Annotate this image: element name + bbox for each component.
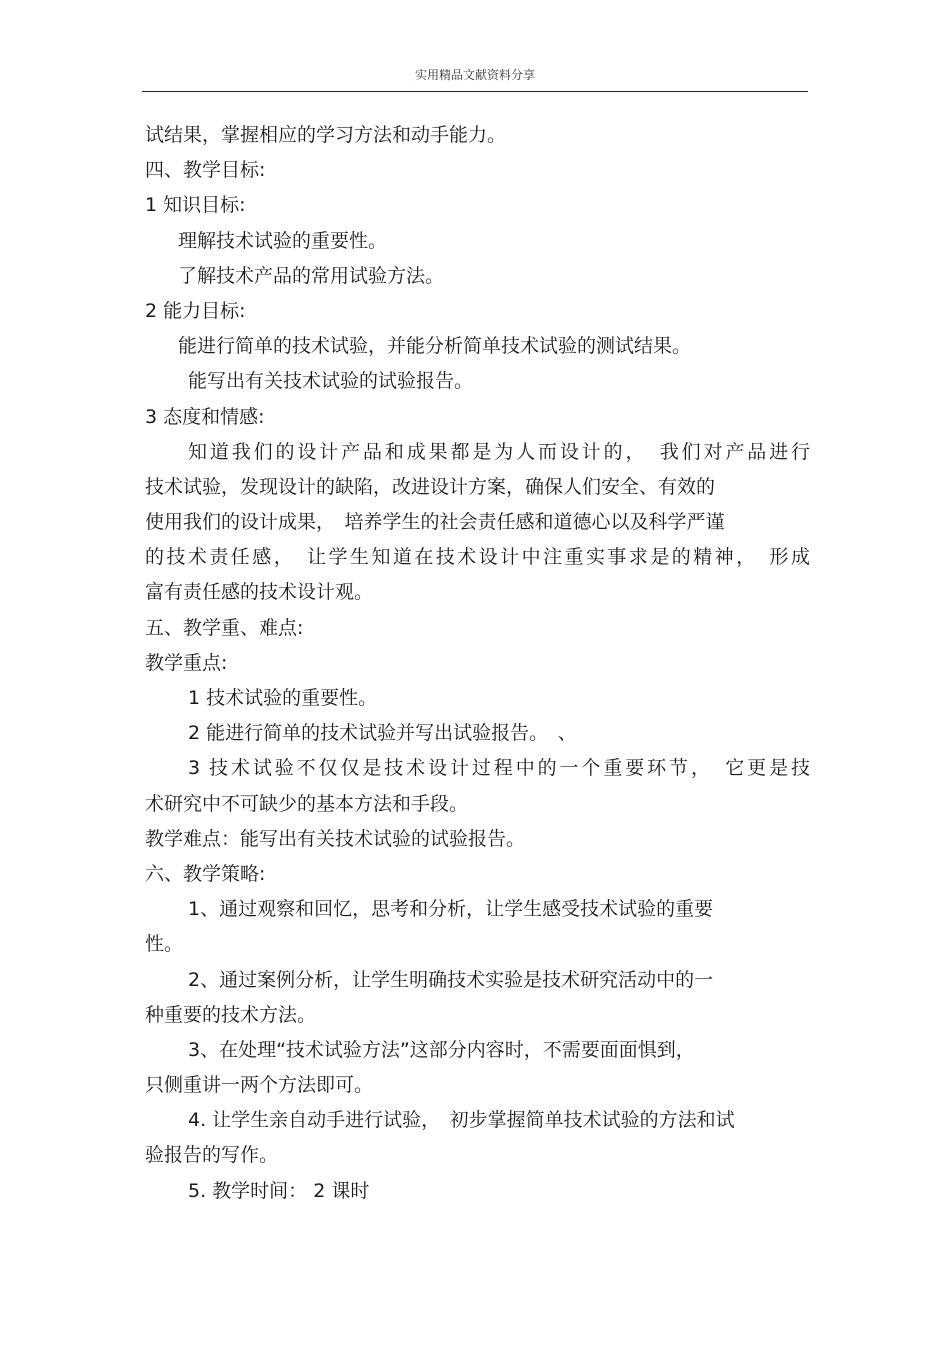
paragraph-line: 知道我们的设计产品和成果都是为人而设计的， 我们对产品进行 <box>188 440 810 463</box>
header-divider <box>142 91 808 92</box>
list-item-continuation: 只侧重讲一两个方法即可。 <box>145 1074 374 1097</box>
list-item: 1、通过观察和回忆，思考和分析，让学生感受技术试验的重要 <box>188 898 714 921</box>
text-line: 试结果，掌握相应的学习方法和动手能力。 <box>145 124 507 146</box>
section-heading-key-points: 五、教学重、难点: <box>145 616 304 639</box>
text-line: 能进行简单的技术试验，并能分析简单技术试验的测试结果。 <box>178 335 692 358</box>
subheading-difficulty: 教学难点：能写出有关技术试验的试验报告。 <box>145 827 526 850</box>
subheading-knowledge-goals: 1 知识目标: <box>145 194 246 217</box>
list-item-teaching-time: 5. 教学时间： 2 课时 <box>188 1179 370 1202</box>
list-item: 1 技术试验的重要性。 <box>188 687 378 709</box>
section-heading-strategy: 六、教学策略: <box>145 862 266 885</box>
subheading-focus: 教学重点: <box>145 651 228 674</box>
list-item: 2 能进行简单的技术试验并写出试验报告。 、 <box>188 722 577 745</box>
paragraph-line: 技术试验，发现设计的缺陷，改进设计方案，确保人们安全、有效的 <box>145 475 716 498</box>
list-item-continuation: 验报告的写作。 <box>145 1144 279 1167</box>
page-header: 实用精品文献资料分享 <box>414 68 535 82</box>
paragraph-line: 的技术责任感， 让学生知道在技术设计中注重实事求是的精神， 形成 <box>145 546 810 569</box>
list-item-continuation: 性。 <box>145 933 184 956</box>
paragraph-line: 富有责任感的技术设计观。 <box>145 581 374 604</box>
subheading-attitude-goals: 3 态度和情感: <box>145 405 265 428</box>
list-item: 3 技术试验不仅仅是技术设计过程中的一个重要环节， 它更是技 <box>188 757 810 780</box>
list-item: 4. 让学生亲自动手进行试验， 初步掌握简单技术试验的方法和试 <box>188 1109 735 1132</box>
list-item: 3、在处理“技术试验方法”这部分内容时，不需要面面惧到， <box>188 1038 695 1061</box>
section-heading-objectives: 四、教学目标: <box>145 159 266 182</box>
list-item-continuation: 种重要的技术方法。 <box>145 1003 317 1026</box>
text-line: 理解技术试验的重要性。 <box>178 229 388 252</box>
subheading-ability-goals: 2 能力目标: <box>145 299 246 322</box>
document-body <box>145 118 810 1209</box>
list-item-continuation: 术研究中不可缺少的基本方法和手段。 <box>145 792 469 815</box>
list-item: 2、通过案例分析，让学生明确技术实验是技术研究活动中的一 <box>188 968 714 991</box>
text-line: 能写出有关技术试验的试验报告。 <box>188 370 474 393</box>
text-line: 了解技术产品的常用试验方法。 <box>178 264 445 287</box>
paragraph-line: 使用我们的设计成果， 培养学生的社会责任感和道德心以及科学严谨 <box>145 511 725 534</box>
